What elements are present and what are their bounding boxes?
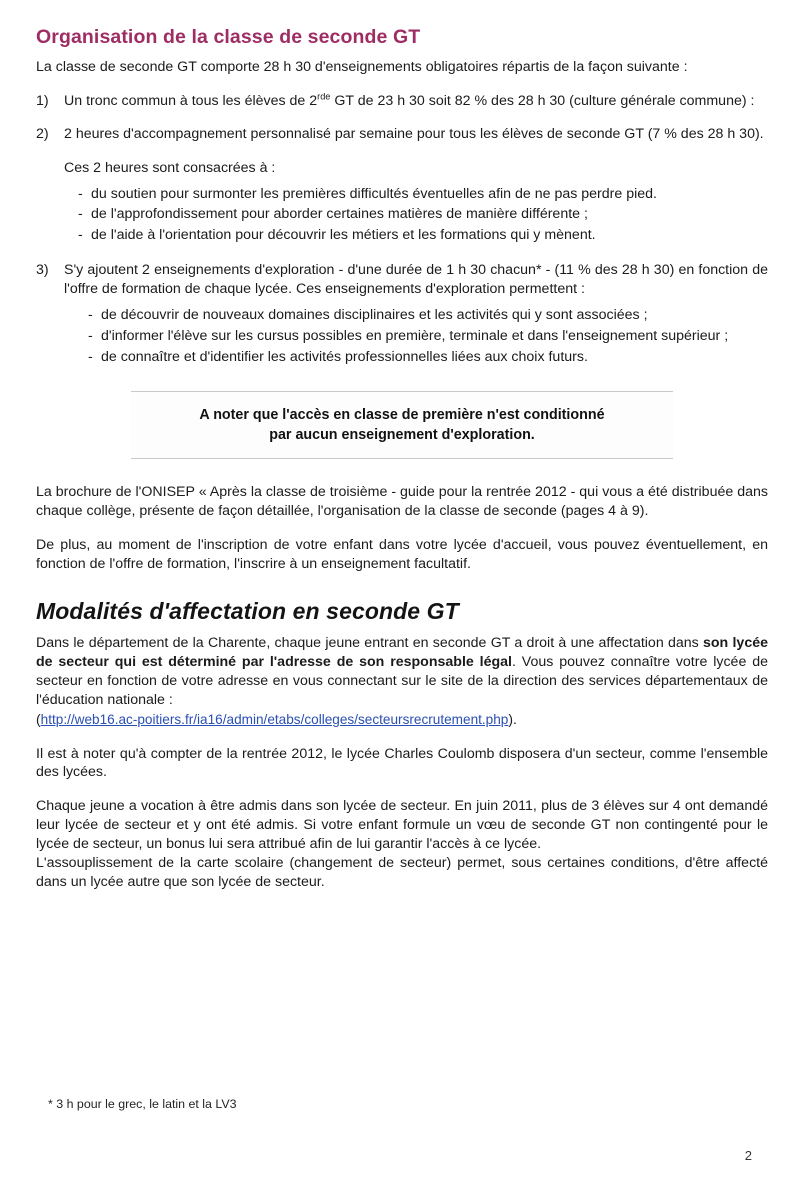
intro-paragraph: La classe de seconde GT comporte 28 h 30 d'enseignements obligatoires répartis de la façon suivante : [36, 59, 688, 75]
list-item-2-content [64, 125, 768, 247]
paragraph-link-line [36, 710, 768, 730]
dash-list-3 [88, 306, 768, 367]
dash-item [78, 205, 768, 224]
secteurs-recrutement-link[interactable]: http://web16.ac-poitiers.fr/ia16/admin/etabs/colleges/secteursrecrutement.php [40, 711, 509, 727]
dash-item-text: du soutien pour surmonter les premières difficultés éventuelles afin de ne pas perdre pied. [91, 185, 657, 202]
list-marker-2: 2) [36, 125, 49, 142]
dash-item-text: de l'aide à l'orientation pour découvrir les métiers et les formations qui y mènent. [91, 227, 596, 244]
paragraph-inscription: De plus, au moment de l'inscription de votre enfant dans votre lycée d'accueil, vous pouvez éventuellement, en fonction de l'offre de formation, l'inscrire à un enseignement facultatif. [36, 536, 768, 572]
paragraph-vocation: Chaque jeune a vocation à être admis dans son lycée de secteur. En juin 2011, plus de 3 élèves sur 4 ont demandé leur lycée de secteur et y ont été admis. Si votre enfant formule un vœu de seconde GT non contingenté pour le lycée de secteur, un bonus lui sera attribué afin de lui garantir l'accès à ce lycée. [36, 798, 768, 853]
list-item-1 [36, 92, 768, 111]
list-marker-1: 1) [36, 92, 49, 109]
link-open-paren: ( [36, 710, 41, 727]
page-title-modalites: Modalités d'affectation en seconde GT [36, 597, 459, 624]
page-title-organisation: Organisation de la classe de seconde GT [36, 26, 421, 48]
ordinal-superscript: rde [317, 91, 331, 102]
paragraph-charente-part2: . Vous pouvez connaître votre lycée de secteur en fonction de votre adresse en vous connectant sur le site de la direction des services départementaux de l'éducation nationale : [36, 654, 768, 708]
note-callout-box [131, 391, 673, 460]
list-item-2 [36, 125, 768, 247]
list-item-1-text-before: Un tronc commun à tous les élèves de 2 [64, 92, 318, 109]
paragraph-onisep: La brochure de l'ONISEP « Après la classe de troisième - guide pour la rentrée 2012 - qui vous a été distribuée dans chaque collège, présente de façon détaillée, l'organisation de la classe de seconde (pages 4 à 9). [36, 484, 768, 519]
list-item-3 [36, 261, 768, 368]
list-item-1-text [64, 92, 768, 111]
list-marker-3: 3) [36, 262, 49, 279]
note-line-1: A noter que l'accès en classe de première n'est conditionné [199, 406, 605, 423]
paragraph-charente [36, 634, 768, 710]
dash-marker-icon: - [88, 327, 93, 344]
dash-marker-icon: - [78, 185, 83, 202]
list-item-2-sub-intro: Ces 2 heures sont consacrées à : [64, 159, 276, 176]
list-item-1-text-after: GT de 23 h 30 soit 82 % des 28 h 30 (culture générale commune) : [330, 92, 755, 109]
list-item-2-text: 2 heures d'accompagnement personnalisé par semaine pour tous les élèves de seconde GT (7 % des 28 h 30). [64, 125, 764, 142]
page-number: 2 [744, 1148, 752, 1163]
dash-item-text: de l'approfondissement pour aborder certaines matières de manière différente ; [91, 206, 588, 223]
paragraph-coulomb: Il est à noter qu'à compter de la rentrée 2012, le lycée Charles Coulomb disposera d'un secteur, comme l'ensemble des lycées. [36, 745, 768, 781]
dash-marker-icon: - [88, 306, 93, 323]
list-item-3-content [64, 261, 768, 368]
list-item-3-text: S'y ajoutent 2 enseignements d'exploration - d'une durée de 1 h 30 chacun* - (11 % des 28 h 30) en fonction de l'offre de formation de chaque lycée. Ces enseignements d'exploration permettent : [64, 262, 768, 297]
paragraph-assouplissement: L'assouplissement de la carte scolaire (changement de secteur) permet, sous certaines conditions, d'être affecté dans un lycée autre que son lycée de secteur. [36, 854, 768, 890]
dash-marker-icon: - [78, 206, 83, 223]
dash-item [88, 306, 768, 325]
numbered-list [36, 92, 768, 369]
dash-item [88, 348, 768, 367]
link-close-paren: ). [508, 710, 517, 727]
list-item-1-content [64, 92, 768, 111]
paragraph-charente-bold: son lycée de secteur qui est déterminé par l'adresse de son responsable légal [36, 635, 768, 671]
paragraph-charente-part1: Dans le département de la Charente, chaque jeune entrant en seconde GT a droit à une affectation dans [36, 635, 703, 652]
dash-list-2 [78, 185, 768, 246]
note-line-2: par aucun enseignement d'exploration. [269, 426, 535, 443]
dash-item-text: de découvrir de nouveaux domaines disciplinaires et les activités qui y sont associées ; [101, 306, 648, 323]
dash-item [78, 226, 768, 245]
dash-marker-icon: - [78, 227, 83, 244]
dash-item [88, 327, 768, 346]
dash-item [78, 185, 768, 204]
footnote-text: * 3 h pour le grec, le latin et la LV3 [48, 1097, 237, 1111]
dash-item-text: d'informer l'élève sur les cursus possibles en première, terminale et dans l'enseignement supérieur ; [101, 327, 729, 344]
dash-marker-icon: - [88, 348, 93, 365]
dash-item-text: de connaître et d'identifier les activités professionnelles liées aux choix futurs. [101, 348, 588, 365]
